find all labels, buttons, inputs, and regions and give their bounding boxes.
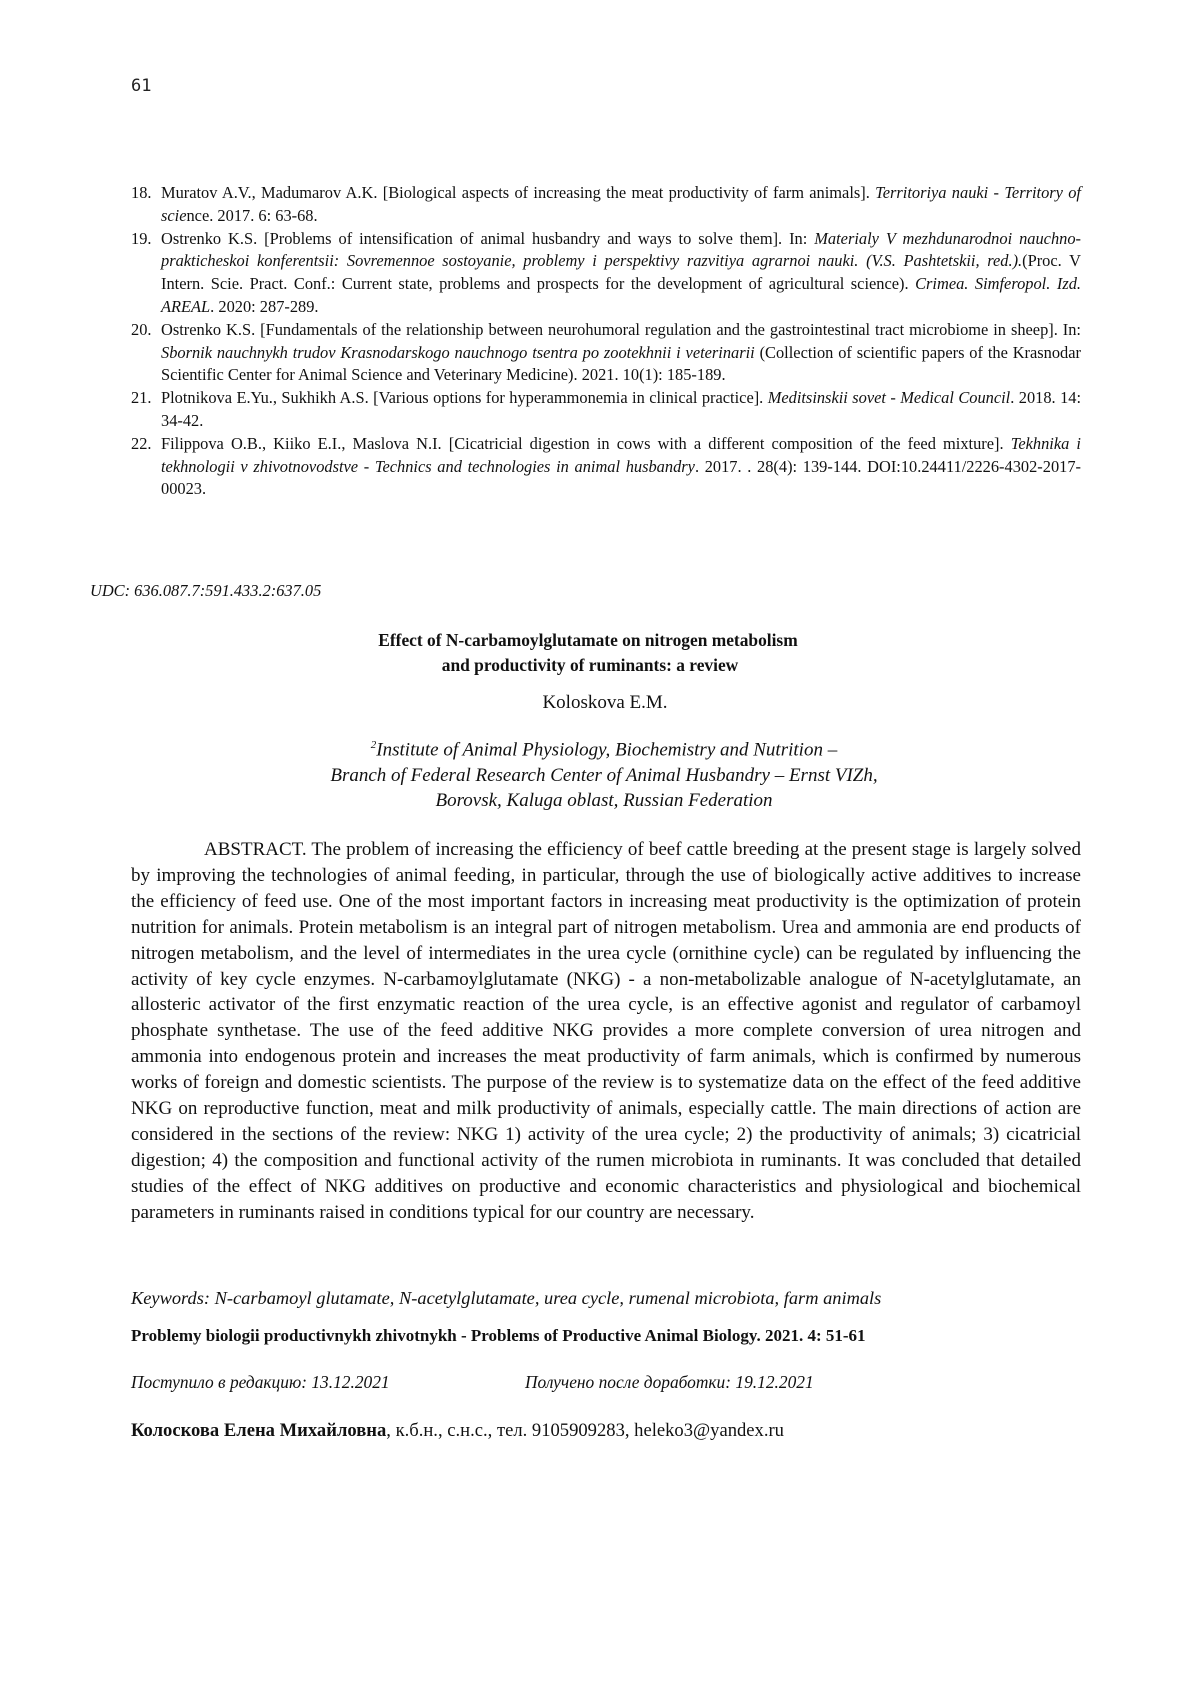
- reference-text: [161, 228, 1081, 319]
- abstract: ABSTRACT. The problem of increasing the efficiency of beef cattle breeding at the present stage is largely solved by improving the technologies of animal feeding, in particular, through the use of biologically active additives to increase the efficiency of feed use. One of the most important factors in increasing meat productivity is the optimization of protein nutrition for animals. Protein metabolism is an integral part of nitrogen metabolism. Urea and ammonia are end products of nitrogen metabolism, and the level of intermediates in the urea cycle (ornithine cycle) can be regulated by influencing the activity of key cycle enzymes. N-carbamoylglutamate (NKG) - a non-metabolizable analogue of N-acetylglutamate, an allosteric activator of the first enzymatic reaction of the urea cycle, is an effective agonist and regulator of carbamoyl phosphate synthetase. The use of the feed additive NKG provides a more complete conversion of urea nitrogen and ammonia into endogenous protein and increases the meat productivity of farm animals, which is confirmed by numerous works of foreign and domestic scientists. The purpose of the review is to systematize data on the effect of the feed additive NKG on reproductive function, meat and milk productivity of animals, especially cattle. The main directions of action are considered in the sections of the review: NKG 1) activity of the urea cycle; 2) the productivity of animals; 3) cicatricial digestion; 4) the composition and functional activity of the rumen microbiota in ruminants. It was concluded that detailed studies of the effect of NKG additives on productive and economic characteristics and physiological and biochemical parameters in ruminants raised in conditions typical for our country are necessary.: [131, 839, 1081, 1223]
- reference-italic-segment: Tekhnika i tekhnologii v zhivotnovodstve - Technics and technologies in animal husbandry: [161, 433, 1081, 476]
- affiliation-line3: Borovsk, Kaluga oblast, Russian Federation: [435, 790, 773, 812]
- revised-date: Получено после доработки: 19.12.2021: [525, 1372, 814, 1392]
- title-line1-part2: on nitrogen metabolism: [622, 630, 798, 650]
- reference-segment: . 2017. . 28(4): 139-144. DOI:10.24411/2226-4302-2017-00023.: [161, 456, 1081, 499]
- reference-text: [161, 387, 1081, 433]
- reference-italic-segment: Sbornik nauchnykh trudov Krasnodarskogo nauchnogo tsentra po zootekhnii i veterinarii: [161, 342, 755, 362]
- contact-details: , к.б.н., с.н.с., тел. 9105909283, heleko3@yandex.ru: [386, 1420, 784, 1441]
- reference-italic-segment: Meditsinskii sovet - Medical Council: [767, 388, 1011, 408]
- affiliation-superscript: 2: [370, 739, 377, 751]
- affiliation-line1: Institute of Animal Physiology, Biochemistry and Nutrition –: [376, 739, 838, 761]
- reference-number: 22.: [131, 433, 152, 453]
- contact-name: Колоскова Елена Михайловна: [131, 1420, 387, 1441]
- reference-number: 19.: [131, 228, 152, 248]
- reference-number: 18.: [131, 183, 152, 202]
- title-line1-part1: Effect of N-carbamoylglutamate: [378, 630, 623, 650]
- reference-item: [131, 387, 1081, 433]
- reference-number: 21.: [131, 388, 152, 408]
- reference-text: [161, 433, 1081, 501]
- keywords: Keywords: N-carbamoyl glutamate, N-acetylglutamate, urea cycle, rumenal microbiota, farm animals: [131, 1288, 882, 1308]
- article-title: [0, 628, 1180, 677]
- reference-segment: nce. 2017. 6: 63-68.: [186, 205, 318, 225]
- reference-text: [161, 319, 1081, 387]
- reference-segment: Muratov A.V., Madumarov A.K. [Biological aspects of increasing the meat productivity of farm animals].: [161, 183, 876, 202]
- reference-segment: Plotnikova E.Yu., Sukhikh A.S. [Various options for hyperammonemia in clinical practice].: [161, 388, 768, 408]
- udc-code: UDC: 636.087.7:591.433.2:637.05: [90, 581, 322, 600]
- reference-segment: (Collection of scientific papers of the Krasnodar Scientific Center for Animal Science and Veterinary Medicine). 2021. 10(1): 185-189.: [161, 342, 1081, 385]
- reference-item: [131, 182, 1081, 228]
- affiliation: [0, 733, 1200, 814]
- reference-segment: . 2018. 14: 34-42.: [161, 388, 1082, 430]
- page-number: 61: [131, 76, 152, 96]
- journal-source: Problemy biologii productivnykh zhivotnykh - Problems of Productive Animal Biology. 2021. 4: 51-61: [131, 1326, 866, 1345]
- reference-item: [131, 319, 1081, 387]
- affiliation-line2: Branch of Federal Research Center of Animal Husbandry – Ernst VIZh,: [330, 764, 878, 786]
- reference-segment: Ostrenko K.S. [Problems of intensification of animal husbandry and ways to solve them]. In:: [161, 228, 815, 248]
- author-contact: [131, 1420, 1091, 1442]
- reference-italic-segment: Crimea. Simferopol. Izd. AREAL: [161, 274, 1081, 316]
- reference-segment: (Proc. V Intern. Scie. Pract. Conf.: Current state, problems and prospects for the development of agricultural science).: [161, 251, 1081, 294]
- reference-text: [161, 182, 1081, 228]
- reference-italic-segment: Territoriya nauki - Territory of scie: [161, 183, 1081, 225]
- reference-italic-segment: Materialy V mezhdunarodnoi nauchno-prakticheskoi konferentsii: Sovremennoe sostoyanie, problemy i perspektivy razvitiya agrarnoi nauki. (V.S. Pashtetskii, red.).: [161, 228, 1081, 271]
- reference-segment: Ostrenko K.S. [Fundamentals of the relationship between neurohumoral regulation and the gastrointestinal tract microbiome in sheep]. In:: [161, 319, 1081, 339]
- received-date: Поступило в редакцию: 13.12.2021: [131, 1372, 390, 1392]
- reference-segment: Filippova O.B., Kiiko E.I., Maslova N.I. [Cicatricial digestion in cows with a different composition of the feed mixture].: [161, 433, 1011, 453]
- title-line2: and productivity of ruminants: a review: [441, 654, 739, 675]
- reference-item: [131, 228, 1081, 319]
- reference-item: [131, 433, 1081, 501]
- reference-list: [131, 182, 1081, 501]
- reference-segment: . 2020: 287-289.: [210, 296, 319, 316]
- author: Koloskova E.M.: [542, 692, 668, 713]
- reference-number: 20.: [131, 319, 152, 339]
